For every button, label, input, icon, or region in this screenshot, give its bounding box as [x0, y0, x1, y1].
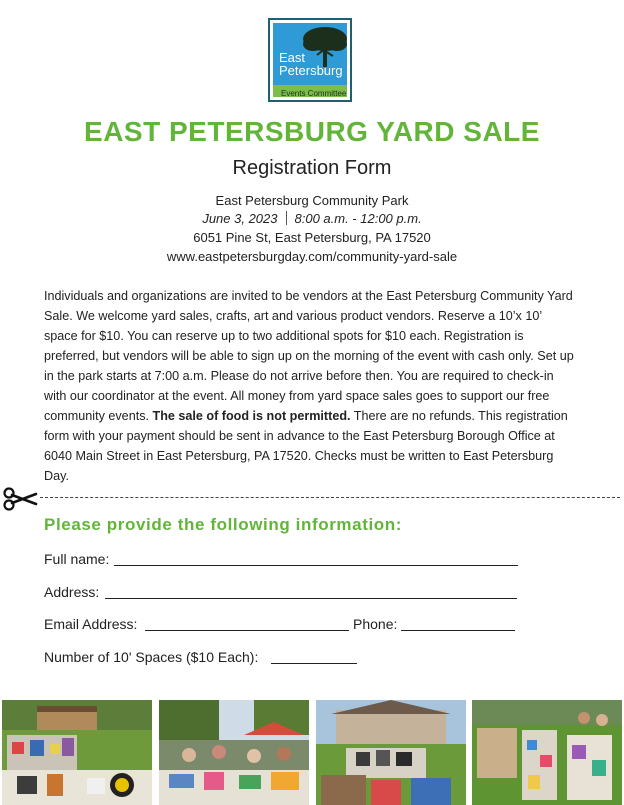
cut-line-divider: [40, 497, 620, 498]
address-label: Address:: [44, 584, 100, 600]
event-time: 8:00 a.m. - 12:00 p.m.: [294, 211, 422, 226]
spaces-label: Number of 10' Spaces ($10 Each):: [44, 649, 259, 665]
date-time-divider: [286, 211, 287, 225]
email-field[interactable]: [145, 616, 349, 631]
description-text-2: There are no refunds. This registration form with your payment should be sent in advance to the East Petersburg Borough Office at 6040 Main Street in East Petersburg, PA 17520. Checks must be written to East Petersburg Day.: [44, 409, 568, 483]
spaces-field[interactable]: [271, 649, 357, 664]
description-text-1: Individuals and organizations are invited to be vendors at the East Petersburg Community Yard Sale. We welcome yard sales, crafts, art and various product vendors. Reserve a 10’x 10’ space for $10. You can reserve up to two additional spots for $10 each. Registration is preferred, but vendors will be able to sign up on the morning of the event with cash only. Set up in the park starts at 7:00 a.m. Please do not arrive before then. You are required to check-in with our coordinator at the event. All money from yard space sales goes to support our free community events.: [44, 289, 574, 423]
logo-text-events-committee: Events Committee: [281, 89, 347, 97]
full-name-field[interactable]: [114, 551, 518, 566]
events-committee-logo: [268, 18, 352, 102]
event-venue: East Petersburg Community Park: [215, 193, 409, 208]
yard-sale-photo-1: [2, 700, 152, 805]
logo-text-east: East: [279, 50, 306, 65]
address-field[interactable]: [105, 584, 517, 599]
phone-field[interactable]: [401, 616, 515, 631]
logo-background: [273, 23, 347, 97]
full-name-label: Full name:: [44, 551, 110, 567]
page-title: EAST PETERSBURG YARD SALE: [84, 116, 540, 147]
event-website-link[interactable]: www.eastpetersburgday.com/community-yard-sale: [166, 249, 458, 264]
logo-text-petersburg: Petersburg: [279, 63, 343, 78]
yard-sale-photo-4: [472, 700, 622, 805]
phone-label: Phone:: [353, 616, 398, 632]
yard-sale-photo-2: [159, 700, 309, 805]
event-address: 6051 Pine St, East Petersburg, PA 17520: [193, 230, 431, 245]
page-subtitle: Registration Form: [232, 157, 392, 179]
description-paragraph: [44, 286, 574, 486]
email-label: Email Address:: [44, 616, 138, 632]
description-bold-text: The sale of food is not permitted.: [152, 409, 351, 423]
event-date: June 3, 2023: [202, 211, 278, 226]
scissors-icon: [2, 487, 38, 511]
yard-sale-photo-3: [316, 700, 466, 805]
event-date-time: [0, 211, 624, 226]
section-heading: Please provide the following information:: [44, 515, 403, 534]
